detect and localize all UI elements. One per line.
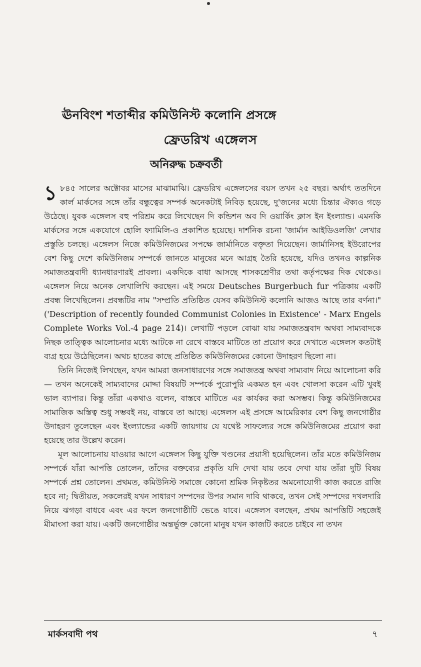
author-name: অনিরুদ্ধ চক্রবর্তী [150, 158, 223, 171]
paragraph-text: ৮৪৫ সালের অক্টোবর মাসের মাঝামাঝি। ফ্রেডরিখ এঙ্গেলসের বয়স তখন ২৫ বছর। অর্থাৎ ততদিনে কার্ল মার্কসের সঙ্গে তাঁর বন্ধুত্বের সম্পর্ক অনেকটাই নিবিড় হয়েছে, দু'জনের মধ্যে চিন্তার ঐক্যও গড়ে উঠেছে। যুবক এঙ্গেলস বহু পরিশ্রম করে লিখেছেন দি কন্ডিশন অব দি ওয়ার্কিং ক্লাস ইন ইংল্যান্ড। এমনকি মার্কসের সঙ্গে একযোগে হোলি ফ্যামিলি-ও প্রকাশিত হয়েছে। দার্শনিক রচনা 'জার্মান আইডিওলজি' লেখার প্রস্তুতি চলছে। এঙ্গেলস নিজে কমিউনিজমের সপক্ষে জার্মানিতে বক্তৃতা দিয়েছেন। জার্মানিসহ ইউরোপের বেশ কিছু দেশে কমিউনিজম সম্পর্কে জানতে মানুষের মনে আগ্রহ তৈরি হয়েছে, যদিও তখনও কাল্পনিক সমাজতন্ত্রবাদী ধ্যানধারণারই প্রাবল্য। একদিকে বাধা আসছে শাসকশ্রেণীর তথা কর্তৃপক্ষের দিক থেকেও। এঙ্গেলস নিয়ে অনেক লেখালিখি করছেন। এই সময়ে Deutsches Burgerbuch fur পত্রিকায় একটি প্রবন্ধ লিখেছিলেন। প্রবন্ধটির নাম "সম্প্রতি প্রতিষ্ঠিত যেসব কমিউনিস্ট কলোনি আজও আছে তার বর্ণনা।" ('Description of recently founded Communist Colonies in Existence' - Marx Engels Complete Works Vol.-4 page 214)। লেখাটি পড়লে বোঝা যায় সমাজতন্ত্রবাদ অথবা সাম্যবাদকে নিছক তাত্ত্বিক আলোচনার মধ্যে আটকে না রেখে বাস্তবে মাটিতে তা প্রয়োগ করে দেখাতে এঙ্গেলস কতটাই ব্যগ্র হয়ে উঠেছিলেন। অথচ হাতের কাছে প্রতিষ্ঠিত কমিউনিজমের কোনো উদাহরণ ছিলো না। [44, 184, 381, 361]
paragraph: মূল আলোচনায় যাওয়ার আগে এঙ্গেলস কিছু যুক্তি খণ্ডনের প্রয়াসী হয়েছিলেন। তাঁর মতে কমিউনিজম সম্পর্কে যাঁরা আপত্তি তোলেন, তাঁদের বক্তব্যের প্রকৃতি যদি দেখা যায় তবে দেখা যায় তাঁরা দুটি বিষয় সম্পর্কে প্রশ্ন তোলেন। প্রথমত, কমিউনিস্ট সমাজে কোনো শ্রমিক নিকৃষ্টতর অমনোযোগী কাজ করতে রাজি হবে না; দ্বিতীয়ত, সকলেরই যখন সাধারণ সম্পদের উপর সমান দাবি থাকবে, তখন সেই সম্পদের দখলদারি নিয়ে ঝগড়া বাধবে এবং এর ফলে জনগোষ্ঠীটি ভেঙে যাবে। এঙ্গেলস বলছেন, প্রথম আপত্তিটি সহজেই মীমাংসা করা যায়। একটি জনগোষ্ঠীর অন্তর্ভুক্ত কোনো মানুষ যখন কাজটি করতে চাইবে না তখন [44, 450, 381, 529]
drop-cap: ১ [44, 182, 57, 205]
journal-name: মার্কসবাদী পথ [48, 630, 98, 640]
footer-divider [44, 620, 382, 621]
paragraph: তিনি নিজেই লিখছেন, যখন আমরা জনসাধারণের সঙ্গে সমাজতন্ত্র অথবা সাম্যবাদ নিয়ে আলোচনা করি — তখন অনেকেই সাম্যবাদের মোদ্দা বিষয়টি সম্পর্কে পুরোপুরি একমত হন এবং খোলসা করেন এটি খুবই ভাল ব্যাপার। কিন্তু তাঁরা একথাও বলেন, বাস্তবে মাটিতে এর কার্যকর করা অসম্ভব। কিন্তু কমিউনিজমের সামাজিক অস্তিত্ব শুধু সম্ভবই নয়, বাস্তবে তা আছে। এঙ্গেলস এই প্রসঙ্গে আমেরিকার বেশ কিছু জনগোষ্ঠীর উদাহরণ তুলেছেন এবং ইংল্যান্ডের একটি জায়গায় যে যথেষ্ট সাফল্যের সঙ্গে কমিউনিজমের প্রয়োগ করা হয়েছে তার উল্লেখ করেন। [44, 366, 381, 445]
paragraph [44, 182, 381, 364]
article-title: ঊনবিংশ শতাব্দীর কমিউনিস্ট কলোনি প্রসঙ্গে [62, 108, 277, 122]
page-number: ৭ [372, 630, 378, 640]
article-body [44, 182, 381, 604]
article-subtitle: ফ্রেডরিখ এঙ্গেলস [163, 132, 258, 147]
page-mark [207, 2, 210, 5]
